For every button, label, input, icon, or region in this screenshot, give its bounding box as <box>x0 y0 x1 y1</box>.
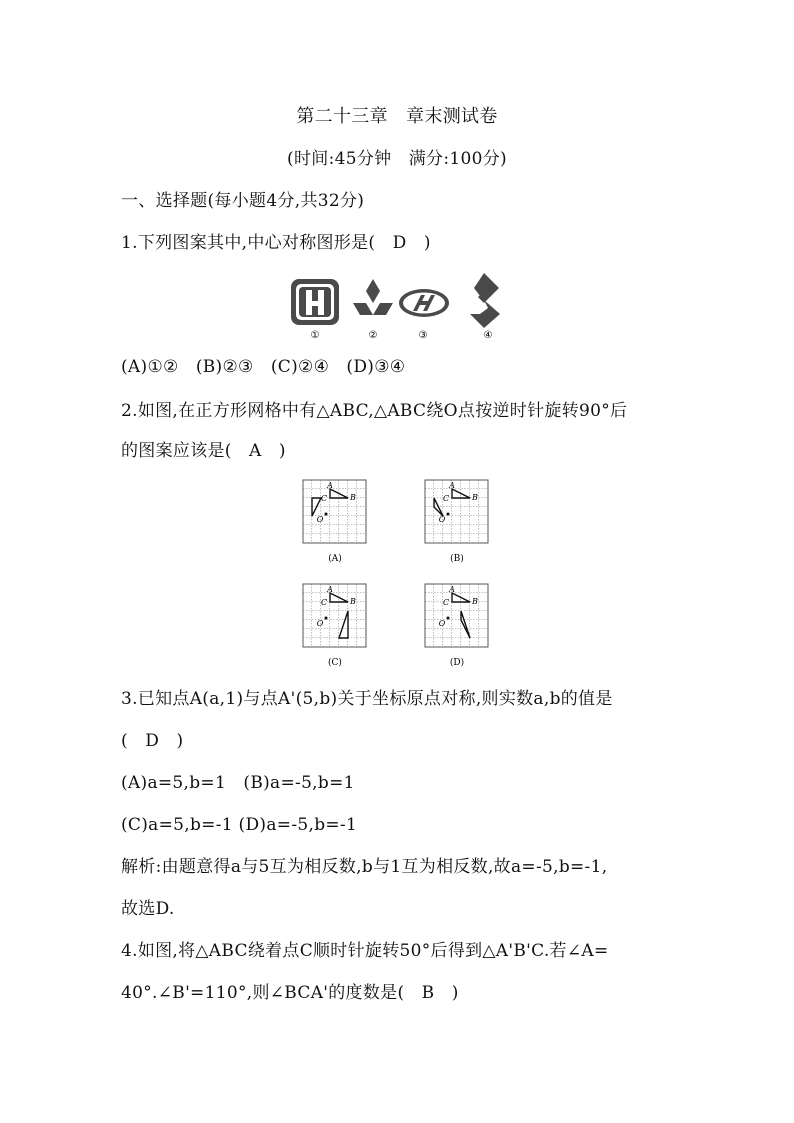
point-a-label: A <box>327 585 333 594</box>
logo-3-label: ③ <box>418 330 428 341</box>
point-c-label: C <box>442 494 450 503</box>
question-3-stem-line1: 3.已知点A(a,1)与点A'(5,b)关于坐标原点对称,则实数a,b的值是 <box>121 689 613 709</box>
point-b-label: B <box>472 493 478 502</box>
panel-c-caption: (C) <box>328 658 342 668</box>
panel-d-caption: (D) <box>449 658 465 668</box>
question-1-figures <box>0 270 794 344</box>
page-title: 第二十三章 章末测试卷 <box>296 106 498 127</box>
logo-2-figure <box>353 279 393 315</box>
logo-4-label: ④ <box>483 330 493 341</box>
logo-1-figure <box>291 279 339 325</box>
point-b-label: B <box>350 597 356 606</box>
question-3-stem-line2: ( D ) <box>121 731 184 751</box>
panel-b-caption: (B) <box>450 554 464 564</box>
panel-b <box>425 480 488 564</box>
question-3-analysis-line2: 故选D. <box>121 899 175 919</box>
logo-3-figure <box>399 289 449 317</box>
question-4-stem-line1: 4.如图,将△ABC绕着点C顺时针旋转50°后得到△A'B'C.若∠A= <box>121 941 609 961</box>
point-b-label: B <box>472 597 478 606</box>
point-a-label: A <box>327 481 333 490</box>
question-2-stem-line2: 的图案应该是( A ) <box>121 441 286 461</box>
question-2-figures <box>0 478 794 668</box>
page-subtitle: (时间:45分钟 满分:100分) <box>287 149 507 169</box>
logo-4-figure <box>470 273 500 328</box>
question-1-stem: 1.下列图案其中,中心对称图形是( D ) <box>121 233 431 253</box>
logo-1-label: ① <box>310 330 320 341</box>
point-o-label: O <box>438 515 446 524</box>
panel-a-caption: (A) <box>328 554 342 564</box>
point-a-label: A <box>449 585 455 594</box>
question-3-options-line2: (C)a=5,b=-1 (D)a=-5,b=-1 <box>121 815 358 835</box>
point-c-label: C <box>442 598 450 607</box>
panel-a <box>303 480 366 564</box>
point-o-label: O <box>438 619 446 628</box>
point-b-label: B <box>350 493 356 502</box>
question-1-options: (A)①② (B)②③ (C)②④ (D)③④ <box>121 357 406 377</box>
panel-d <box>425 584 488 668</box>
point-c-label: C <box>320 494 328 503</box>
point-o-label: O <box>316 515 324 524</box>
point-o-label: O <box>316 619 324 628</box>
question-3-options-line1: (A)a=5,b=1 (B)a=-5,b=1 <box>121 773 355 793</box>
question-4-stem-line2: 40°.∠B'=110°,则∠BCA'的度数是( B ) <box>121 983 459 1003</box>
panel-c <box>303 584 366 668</box>
section-heading: 一、选择题(每小题4分,共32分) <box>121 191 365 211</box>
logo-2-label: ② <box>368 330 378 341</box>
point-a-label: A <box>449 481 455 490</box>
question-2-stem-line1: 2.如图,在正方形网格中有△ABC,△ABC绕O点按逆时针旋转90°后 <box>121 401 628 421</box>
question-3-analysis-line1: 解析:由题意得a与5互为相反数,b与1互为相反数,故a=-5,b=-1, <box>121 857 608 877</box>
point-c-label: C <box>320 598 328 607</box>
